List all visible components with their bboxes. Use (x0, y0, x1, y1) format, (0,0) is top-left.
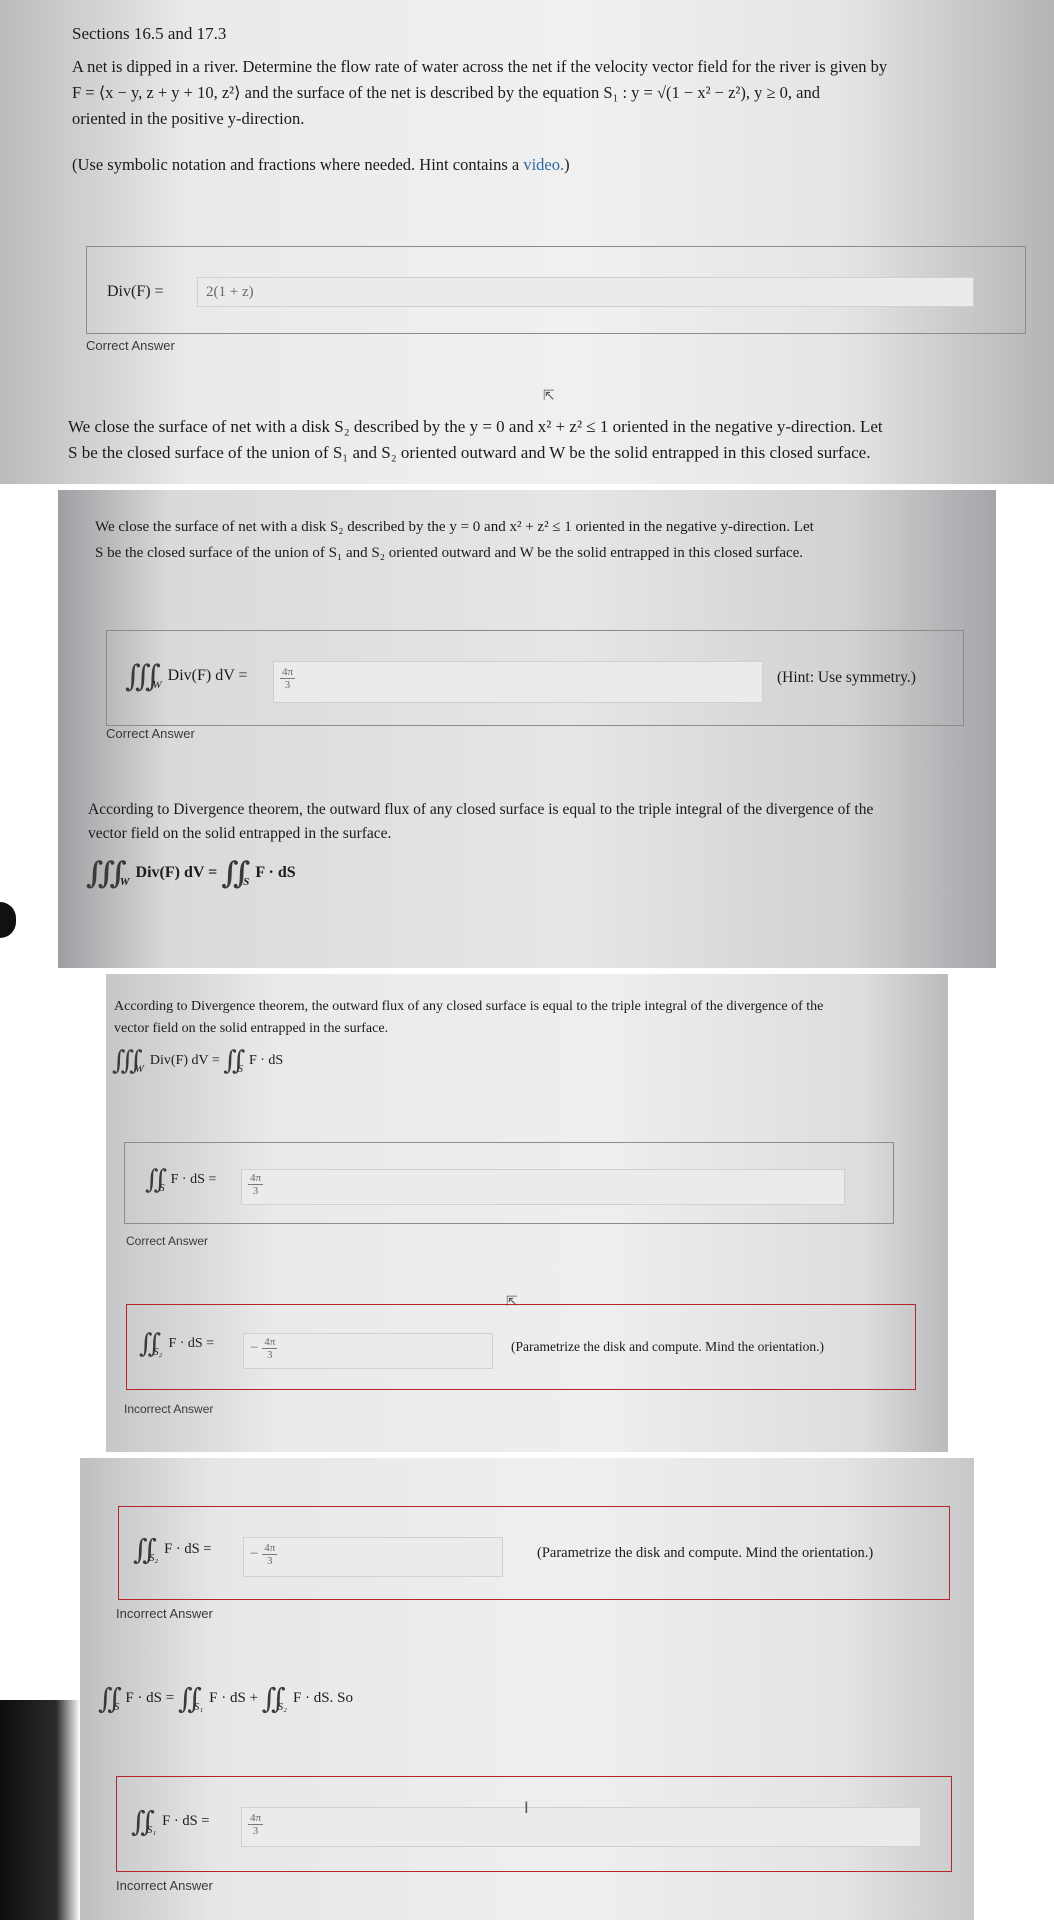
divF-status: Correct Answer (86, 338, 175, 353)
flux-s2-input[interactable]: − $\frac{4\pi}{3}$ (243, 1333, 493, 1369)
surface-sum-equation: ∬ $_S$F · dS = ∬ $_{S_1}$F · dS + ∬ $_{S_2}$F · dS. So (98, 1682, 353, 1715)
triple-integral-input[interactable] (273, 661, 763, 703)
double-integral-icon: ∬ (145, 1165, 158, 1195)
flux-s2-input[interactable]: − $\frac{4\pi}{3}$ (243, 1537, 503, 1577)
double-integral-icon: ∬ (139, 1329, 152, 1359)
screenshot-panel-2 (58, 490, 996, 968)
closing-text: We close the surface of net with a disk S₂ described by the y = 0 and x² + z² ≤ 1 oriented in the negative y-direction. Let S be the closed surface of the union of S₁ and S₂ oriented outward and W be the solid entrapped in this closed surface. (95, 519, 814, 561)
triple-integral-fraction: $\frac{4\pi}{3}$ (282, 666, 294, 691)
flux-s2-status: Incorrect Answer (116, 1606, 213, 1621)
flux-s1-fraction: $\frac{4\pi}{3}$ (250, 1812, 262, 1837)
problem-line-1: A net is dipped in a river. Determine the flow rate of water across the net if the velocity vector field for the river is given by (72, 57, 888, 76)
section-heading: Sections 16.5 and 17.3 (72, 24, 227, 43)
triple-integral-expression: ∭ $_W$Div(F) dV = (125, 659, 248, 694)
triple-integral-icon: ∭ (125, 659, 151, 694)
screen-edge-shadow (0, 902, 16, 938)
screenshot-panel-3 (106, 974, 948, 1452)
double-integral-icon: ∬ (221, 856, 242, 891)
mouse-pointer-icon: ⇱ (543, 388, 555, 404)
screenshot-panel-4 (80, 1458, 974, 1920)
flux-s2-answer-box (126, 1304, 916, 1390)
triple-integral-status: Correct Answer (106, 726, 195, 741)
divF-answer-box (86, 246, 1026, 334)
flux-s-input[interactable] (241, 1169, 845, 1205)
problem-statement (72, 54, 1012, 132)
flux-s2-status: Incorrect Answer (124, 1402, 214, 1416)
triple-integral-icon: ∭ (86, 856, 118, 891)
problem-line-3: oriented in the positive y-direction. (72, 109, 305, 128)
flux-s2-fraction: $\frac{4\pi}{3}$ (264, 1336, 276, 1361)
double-integral-icon: ∬ (223, 1046, 236, 1076)
symmetry-hint: (Hint: Use symmetry.) (777, 669, 916, 686)
video-link[interactable]: video. (523, 155, 565, 174)
flux-s2-expression: ∬ $_{S_2}$F · dS = (133, 1533, 212, 1566)
orientation-hint: (Parametrize the disk and compute. Mind the orientation.) (511, 1339, 825, 1354)
divF-input[interactable]: 2(1 + z) (197, 277, 974, 307)
flux-s1-expression: ∬ $_{S_1}$F · dS = (131, 1805, 210, 1838)
divergence-theorem-equation: ∭ $_W$Div(F) dV = ∬ $_S$F · dS (112, 1046, 284, 1076)
double-integral-icon: ∬ (131, 1805, 145, 1838)
double-integral-icon: ∬ (133, 1533, 147, 1566)
screen-edge-shadow (0, 1700, 80, 1920)
flux-s-answer-box (124, 1142, 894, 1224)
flux-s-fraction: $\frac{4\pi}{3}$ (250, 1172, 262, 1197)
flux-s2-answer-box (118, 1506, 950, 1600)
triple-integral-answer-box (106, 630, 964, 726)
divergence-theorem-equation: ∭ $_W$Div(F) dV = ∬ $_S$F · dS (86, 856, 296, 891)
double-integral-icon: ∬ (177, 1682, 192, 1715)
flux-s1-status: Incorrect Answer (116, 1878, 213, 1893)
flux-s1-answer-box (116, 1776, 952, 1872)
divF-label: Div(F) = (107, 283, 164, 300)
triple-integral-icon: ∭ (112, 1046, 133, 1076)
instructions: (Use symbolic notation and fractions where needed. Hint contains a video.) (72, 155, 570, 174)
flux-s2-fraction: $\frac{4\pi}{3}$ (264, 1542, 276, 1567)
mouse-pointer-icon: ⇱ (506, 1294, 518, 1310)
double-integral-icon: ∬ (98, 1682, 112, 1715)
orientation-hint: (Parametrize the disk and compute. Mind the orientation.) (537, 1545, 874, 1561)
divergence-theorem-text: According to Divergence theorem, the outward flux of any closed surface is equal to the triple integral of the divergence of the vector field on the solid entrapped in the surface. (114, 999, 824, 1036)
flux-s2-expression: ∬ $_{S_2}$F · dS = (139, 1329, 215, 1359)
flux-s-expression: ∬ $_S$F · dS = (145, 1165, 217, 1195)
double-integral-icon: ∬ (261, 1682, 276, 1715)
closing-text: We close the surface of net with a disk S₂ described by the y = 0 and x² + z² ≤ 1 oriented in the negative y-direction. Let S be the closed surface of the union of S₁ and S₂ oriented outward and W be the solid entrapped in this closed surface. (68, 417, 883, 462)
flux-s-status: Correct Answer (126, 1234, 209, 1248)
text-cursor-icon: I (524, 1798, 529, 1817)
screenshot-panel-1 (0, 0, 1054, 484)
problem-line-2: F = ⟨x − y, z + y + 10, z²⟩ and the surface of the net is described by the equation S₁ : y = √(1 − x² − z²), y ≥ 0, and (72, 83, 820, 102)
flux-s1-input[interactable] (241, 1807, 921, 1847)
divergence-theorem-text: According to Divergence theorem, the outward flux of any closed surface is equal to the triple integral of the divergence of the vector field on the solid entrapped in the surface. (88, 801, 874, 842)
